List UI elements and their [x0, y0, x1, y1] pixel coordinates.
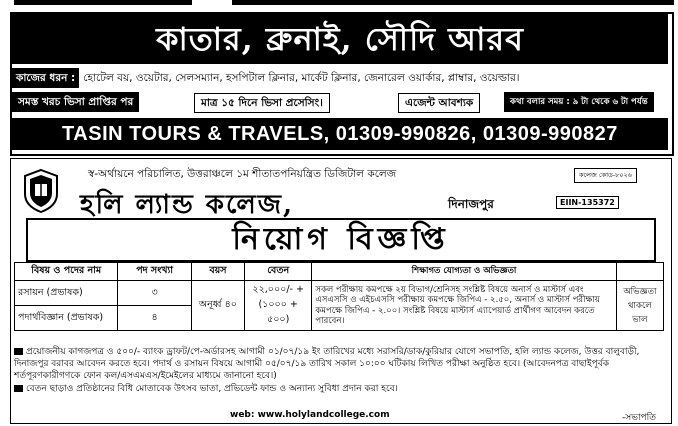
header-qualification: শিক্ষাগত যোগ্যতা ও অভিজ্ঞতা: [312, 263, 616, 281]
ad-cost-row: [12, 92, 668, 114]
salary: ২২,০০০/- + (১০০০ + ৫০০): [245, 281, 312, 331]
qualification: সকল পরীক্ষায় কমপক্ষে ২য় বিভাগ/শ্রেনিসহ সংশ্লিষ্ট বিষয়ে অনার্স ও মাস্টার্স এবং এসএসসি ও এইচএসসি পরীক্ষায় কমপক্ষে জিপিএ - ২.৫০, অনার্স ও মাস্টার্স পরীক্ষায় কমপক্ষে জিপিএ - ২.০০। সংশ্লিষ্ট বিষয়ে মাস্টার্স এ্যাপেয়ার্ড প্রার্থীগণ আবেদন করতে পারবেন।: [312, 281, 616, 331]
ad-company-contact: TASIN TOURS & TRAVELS, 01309-990826, 01309-990827: [12, 118, 668, 150]
vacancy-table-wrap: [14, 262, 664, 331]
college-code: কলেজ কোড-৮০২৬: [574, 168, 637, 183]
note-benefits-text: বেতন ছাড়াও প্রতিষ্ঠানের বিধি মোতাবেক উৎসব ভাতা, প্রভিডেন্ট ফান্ড ও অন্যান্য সুবিধা প্রদান করা হবে।: [26, 383, 398, 394]
notice-title: নিয়োগ বিজ্ঞপ্তি: [26, 218, 656, 262]
table-row: [15, 281, 664, 306]
college-logo-icon: [22, 168, 60, 214]
ad-process-text: মাত্র ১৫ দিনে ভিসা প্রসেসিং।: [194, 93, 330, 113]
notice-footer: [14, 410, 664, 424]
header-age: বয়স: [191, 263, 244, 281]
post-name: পদার্থবিজ্ঞান (প্রভাষক): [15, 306, 118, 331]
header-experience: [616, 263, 663, 281]
ad-jobs-label: কাজের ধরন :: [12, 68, 79, 88]
ad-talk-time: কথা বলার সময় : ৯ টা থেকে ৬ টা পর্যন্ত: [504, 92, 654, 112]
vacancy-table: [14, 262, 664, 331]
top-border-left: [14, 0, 192, 5]
college-intro: স্ব-অর্থায়নে পরিচালিত, উত্তরাঞ্চলে ১ম শীতাতপনিয়ন্ত্রিত ডিজিটাল কলেজ: [88, 168, 397, 180]
college-location: দিনাজপুর: [448, 197, 494, 211]
top-border-strip: [0, 0, 678, 6]
header-salary: বেতন: [245, 263, 312, 281]
top-border-right: [232, 0, 674, 5]
experience: অভিজ্ঞতা থাকলে ভাল: [616, 281, 663, 331]
signature: -সভাপতি: [622, 413, 656, 423]
ad-cost-badge: সমস্ত খরচ ভিসা প্রাপ্তির পর: [12, 92, 139, 112]
post-count: ৪: [118, 306, 191, 331]
ad-headline: কাতার, ব্রুনাই, সৌদি আরব: [12, 14, 668, 64]
bullet-icon: [14, 348, 23, 355]
post-count: ৩: [118, 281, 191, 306]
age-limit: অনূর্ধ্ব ৪০: [191, 281, 244, 331]
note-application-text: প্রয়োজনীয় কাগজপত্র ও ৫০০/- ব্যাংক ড্রাফট/পে-অর্ডারসহ আগামী ০১/০৭/১৯ ইং তারিখের মধ্যে সরাসরি/ডাক/কুরিয়ার যোগে সভাপতি, হলি ল্যান্ড কলেজ, উত্তর বালুবাড়ী, দিনাজপুর বরাবর আবেদন করতে হবে। পদার্থ ও রসায়ন বিষয়ে আগামী ০৫/০৭/১৯ তারিখ সকাল ১০:০০ ঘটিকায় লিখিত পরীক্ষা অনুষ্ঠিত হবে। (আবেদনপত্র বাছাইপূর্বক শর্তপূরণকারীগণকে ফোন কল/এসএমএস/ইমেইলের মাধ্যমে জানানো হবে।): [14, 347, 640, 382]
ad-jobs-row: [12, 68, 668, 88]
note-benefits: [14, 383, 664, 395]
ad-jobs-value: হোটেল বয়, ওয়েটার, সেলসম্যান, হসপিটাল ক্লিনার, মার্কেট ক্লিনার, জেনারেল ওয়ার্কার, প্লাম্বার, ওয়েল্ডার।: [83, 72, 520, 84]
notice-notes: [14, 346, 664, 395]
college-website-link[interactable]: web: www.holylandcollege.com: [230, 410, 390, 420]
post-name: রসায়ন (প্রভাষক): [15, 281, 118, 306]
ad-agent-text: এজেন্ট আবশ্যক: [398, 93, 480, 113]
bullet-icon: [14, 385, 23, 392]
header-count: পদ সংখ্যা: [118, 263, 191, 281]
college-name: হলি ল্যান্ড কলেজ,: [80, 190, 295, 220]
header-post: বিষয় ও পদের নাম: [15, 263, 118, 281]
note-application: [14, 346, 664, 383]
table-header-row: [15, 263, 664, 281]
eiin-box: EIIN-135372: [556, 196, 619, 209]
